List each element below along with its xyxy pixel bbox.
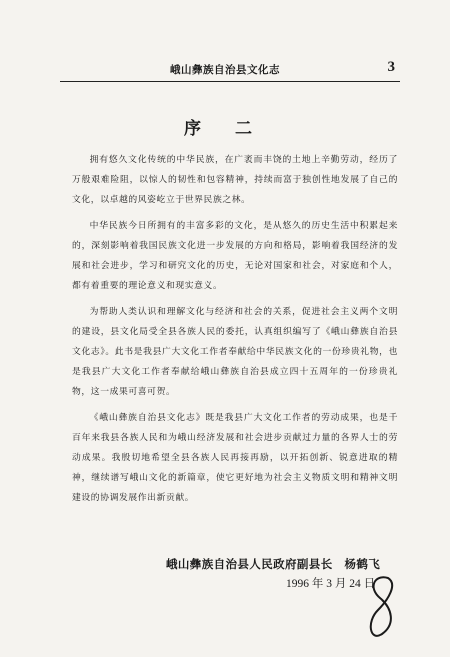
header-title: 峨山彝族自治县文化志: [170, 64, 280, 76]
section-title: 序 二: [184, 119, 266, 139]
signature: 峨山彝族自治县人民政府副县长 杨鹤飞: [166, 557, 381, 571]
body-text: [72, 150, 398, 514]
running-header: [60, 58, 395, 80]
page-number: 3: [387, 59, 395, 75]
paragraph: 为帮助人类认识和理解文化与经济和社会的关系，促进社会主义两个文明的建设，县文化局受全县各族人民的委托，认真组织编写了《峨山彝族自治县文化志》。此书是我县广大文化工作者奉献给中华民族文化的一份珍贵礼物，也是我县广大文化工作者奉献给峨山彝族自治县成立四十五周年的一份珍贵礼物，这一成果可喜可贺。: [72, 307, 398, 397]
paragraph: 中华民族今日所拥有的丰富多彩的文化，是从悠久的历史生活中积累起来的，深刻影响着我国民族文化进一步发展的方向和格局，影响着我国经济的发展和社会进步，学习和研究文化的历史，无论对国家和社会，对家庭和个人，都有着重要的理论意义和现实意义。: [72, 221, 398, 291]
header-rule: [60, 81, 400, 82]
date: 1996 年 3 月 24 日: [286, 578, 376, 590]
paragraph: 拥有悠久文化传统的中华民族，在广袤而丰饶的土地上辛勤劳动，经历了万般艰难险阻，以惊人的韧性和包容精神，持续而富于独创性地发展了自己的文化，以卓越的风姿屹立于世界民族之林。: [72, 155, 398, 205]
paragraph: 《峨山彝族自治县文化志》既是我县广大文化工作者的劳动成果，也是千百年来我县各族人民和为峨山经济发展和社会进步贡献过力量的各界人士的劳动成果。我殷切地希望全县各族人民再接再励，以开拓创新、锐意进取的精神，继续谱写峨山文化的新篇章，使它更好地为社会主义物质文明和精神文明建设的协调发展作出新贡献。: [72, 413, 398, 503]
handwritten-page-mark: [362, 572, 402, 642]
